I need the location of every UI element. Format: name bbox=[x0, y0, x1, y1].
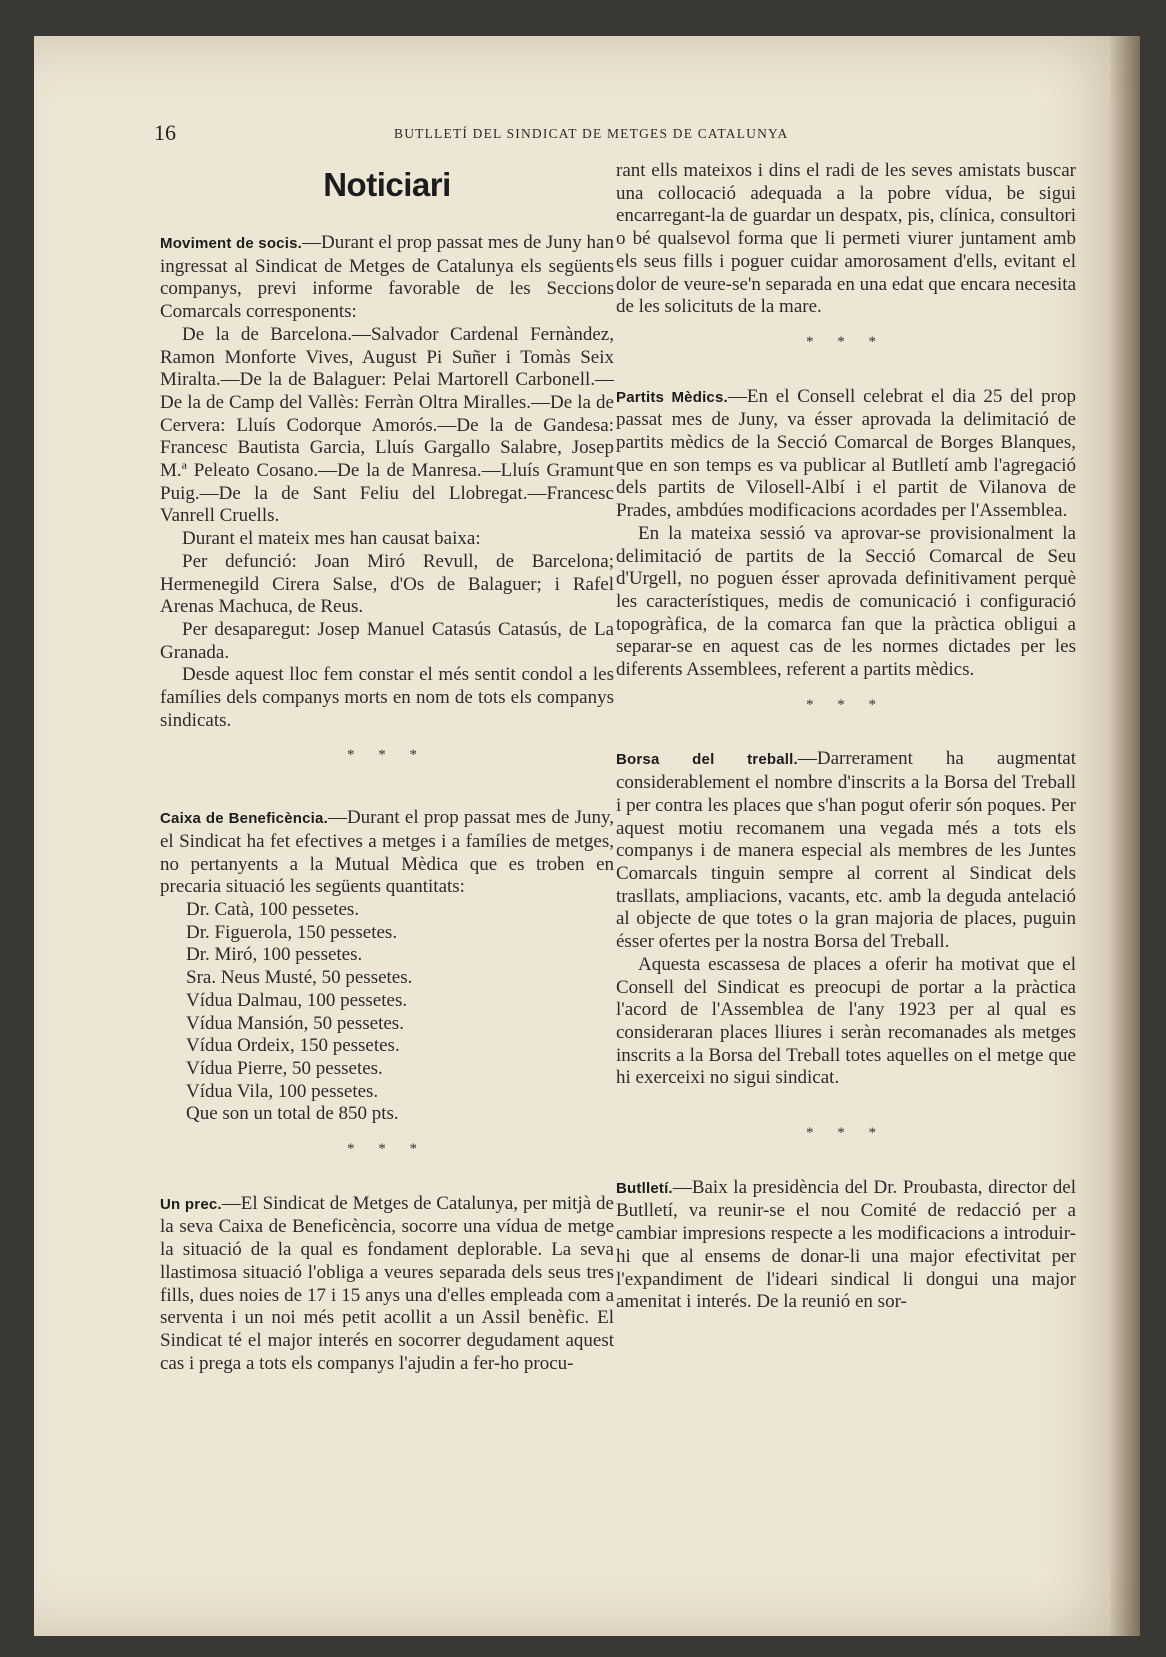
paragraph: En la mateixa sessió va aprovar-se provisionalment la delimitació de partits de la Secció Comarcal de Seu d'Urgell, no poguen ésser aprovada definitivament perquè les característiques, medis de comunicació i configuració topogràfica, de la comarca fan que la pràctica obligui a separar-se en aquest cas de les normes dictades per les diferents Assemblees, referent a partits mèdics. bbox=[616, 522, 1076, 681]
running-head: BUTLLETÍ DEL SINDICAT DE METGES DE CATALUNYA bbox=[394, 126, 789, 141]
left-column bbox=[160, 161, 614, 1375]
article-text: —Durant el prop passat mes de Juny han ingressat al Sindicat de Metges de Catalunya els següents companys, previ informe favorable de les Seccions Comarcals corresponents: bbox=[160, 232, 614, 323]
article-moviment-socis bbox=[160, 232, 614, 324]
article-lead: Partits Mèdics. bbox=[616, 388, 728, 406]
article-lead: Caixa de Beneficència. bbox=[160, 810, 328, 828]
paragraph: Durant el mateix mes han causat baixa: bbox=[182, 528, 481, 550]
page-header bbox=[154, 120, 1114, 144]
list-item: Vídua Mansión, 50 pessetes. bbox=[186, 1012, 404, 1034]
paragraph: Per defunció: Joan Miró Revull, de Barcelona; Hermenegild Cirera Salse, d'Os de Balaguer; i Rafel Arenas Machuca, de Reus. bbox=[160, 550, 614, 618]
page-number: 16 bbox=[154, 120, 176, 145]
section-title: Noticiari bbox=[323, 166, 451, 203]
article-caixa-beneficencia bbox=[160, 807, 614, 899]
list-item: Vídua Ordeix, 150 pessetes. bbox=[186, 1035, 400, 1057]
article-text: —Baix la presidència del Dr. Proubasta, director del Butlletí, va reunir-se el nou Comité de redacció per a cambiar impresions respecte a les modificacions a introduir-hi que al ensems de donar-li una major efectivitat per l'expandiment de l'ideari sindical li dongui una major amenitat i interés. De la reunió en sor- bbox=[616, 1176, 1076, 1313]
article-text: —Durant el prop passat mes de Juny, el Sindicat ha fet efectives a metges i a famílies de metges, no pertanyents a la Mutual Mèdica que es troben en precaria situació les següents quantitats: bbox=[160, 807, 614, 898]
article-partits-medics bbox=[616, 386, 1076, 523]
spacer bbox=[616, 1157, 1076, 1177]
section-divider: * * * bbox=[347, 1141, 427, 1158]
right-column bbox=[616, 160, 1076, 1314]
article-un-prec bbox=[160, 1193, 614, 1376]
spacer bbox=[160, 1173, 614, 1193]
article-butlleti bbox=[616, 1177, 1076, 1314]
article-lead: Un prec. bbox=[160, 1195, 222, 1213]
paragraph: Per desaparegut: Josep Manuel Catasús Catasús, de La Granada. bbox=[160, 618, 614, 663]
list-total: Que son un total de 850 pts. bbox=[186, 1103, 399, 1125]
list-item: Vídua Vila, 100 pessetes. bbox=[186, 1080, 379, 1102]
list-item: Dr. Figuerola, 150 pessetes. bbox=[186, 921, 398, 943]
spacer bbox=[160, 779, 614, 807]
spacer bbox=[616, 728, 1076, 748]
list-item: Dr. Catà, 100 pessetes. bbox=[186, 898, 360, 920]
article-lead: Borsa del treball. bbox=[616, 751, 798, 769]
list-item: Dr. Miró, 100 pessetes. bbox=[186, 944, 363, 966]
article-text: —En el Consell celebrat el dia 25 del prop passat mes de Juny, va ésser aprovada la delimitació de partits mèdics de la Secció Comarcal de Borges Blanques, que en son temps es va publicar al Butlletí amb l'agregació dels partits de Vilosell-Albí i el partit de Vilanova de Prades, ambdúes modificacions acordades per l'Assemblea. bbox=[616, 385, 1076, 522]
spacer bbox=[616, 366, 1076, 386]
article-continuation: rant ells mateixos i dins el radi de les seves amistats buscar una collocació adequada a la pobre vídua, be sigui encarregant-la de guardar un despatx, pis, clínica, consultori o bé qualsevol forma que li permeti viurer juntament amb els seus fills i poguer cuidar amorosament d'ells, evitant el dolor de veure-se'n separada en una edat que encara necesita de les solicituts de la mare. bbox=[616, 160, 1076, 318]
section-divider: * * * bbox=[806, 696, 886, 713]
article-borsa-treball bbox=[616, 748, 1076, 953]
spacer bbox=[616, 1090, 1076, 1110]
paragraph: Desde aquest lloc fem constar el més sentit condol a les famílies dels companys morts en nom de tots els companys sindicats. bbox=[160, 664, 614, 731]
article-lead: Moviment de socis. bbox=[160, 235, 303, 252]
list-item: Vídua Pierre, 50 pessetes. bbox=[186, 1057, 383, 1079]
donation-list bbox=[160, 899, 614, 1126]
section-divider: * * * bbox=[806, 1125, 886, 1142]
paragraph: Aquesta escassesa de places a oferir ha motivat que el Consell del Sindicat es preocupi de portar a la pràctica l'acord de l'Assemblea de l'any 1923 per al qual es consideraran places lliures i seràn recomanades als metges inscrits a la Borsa del Treball totes aquelles on el metge que hi exerceixi no sigui sindicat. bbox=[616, 953, 1076, 1089]
page-edge-shadow bbox=[1110, 36, 1140, 1636]
section-divider: * * * bbox=[347, 747, 427, 764]
section-divider: * * * bbox=[806, 333, 886, 350]
list-item: Vídua Dalmau, 100 pessetes. bbox=[186, 989, 408, 1011]
article-text: —El Sindicat de Metges de Catalunya, per mitjà de la seva Caixa de Beneficència, socorre una vídua de metge la situació de la qual es fondament deplorable. La seva llastimosa situació l'obliga a veures separada dels seus tres fills, dues noies de 17 i 15 anys una d'elles empleada com a serventa i un noi més petit acollit a un Assil benèfic. El Sindicat té el major interés en socorrer degudament aquest cas i prega a tots els companys l'ajudin a fer-ho procu- bbox=[160, 1192, 614, 1374]
article-lead: Butlletí. bbox=[616, 1179, 673, 1197]
article-text: —Darrerament ha augmentat considerablement el nombre d'inscrits a la Borsa del Treball i per contra les places que s'han pogut oferir són poques. Per aquest motiu recomanem una vegada més a tots els companys i de manera especial als membres de les Juntes Comarcals tinguin sempre al corrent al Sindicat dels trasllats, ampliacions, vacants, etc. amb la deguda antelació al objecte de que totes o la gran majoria de places, puguin ésser ofertes per la nostra Borsa del Treball. bbox=[616, 748, 1076, 953]
document-page bbox=[34, 36, 1140, 1636]
paragraph: De la de Barcelona.—Salvador Cardenal Fernàndez, Ramon Monforte Vives, August Pi Suñer i Tomàs Seix Miralta.—De la de Balaguer: Pelai Martorell Carbonell.—De la de Camp del Vallès: Ferràn Oltra Miralles.—De la de Cervera: Lluís Codorque Amorós.—De la de Gandesa: Francesc Bautista Garcia, Lluís Gargallo Salabre, Josep M.ª Peleato Cosano.—De la de Manresa.—Lluís Gramunt Puig.—De la de Sant Feliu del Llobregat.—Francesc Vanrell Cruells. bbox=[160, 323, 614, 527]
list-item: Sra. Neus Musté, 50 pessetes. bbox=[186, 967, 413, 989]
